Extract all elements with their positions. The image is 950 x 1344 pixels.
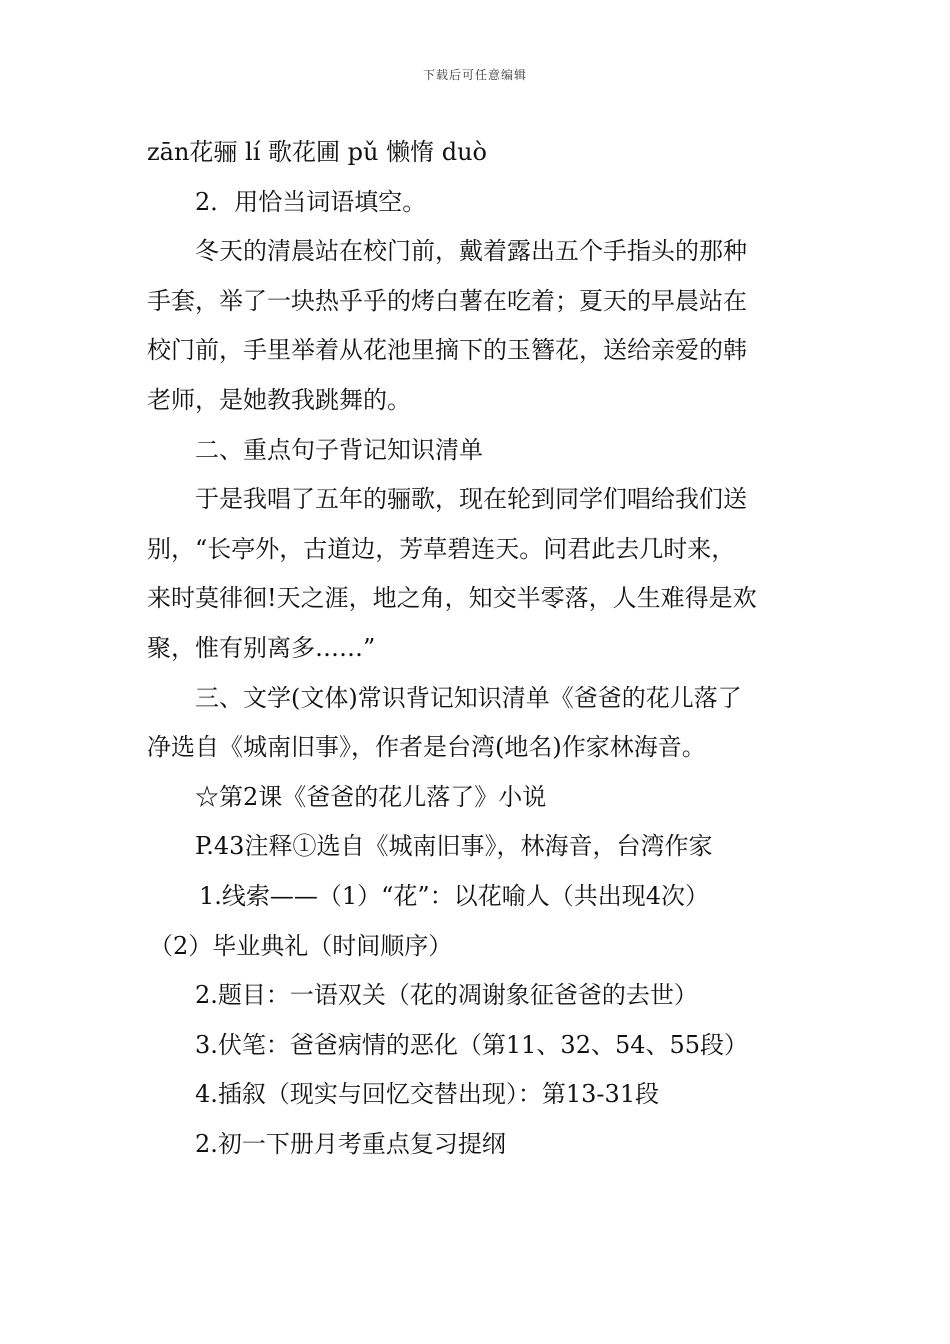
section-heading: 三、文学(文体)常识背记知识清单《爸爸的花儿落了 (195, 683, 742, 712)
list-item: 2.题目：一语双关（花的凋谢象征爸爸的去世） (195, 981, 698, 1010)
lesson-title: ☆第2课《爸爸的花儿落了》小说 (195, 782, 547, 811)
list-item: 2.初一下册月考重点复习提纲 (195, 1129, 506, 1158)
paragraph-line: 聚，惟有别离多……” (147, 633, 376, 662)
section-heading: 二、重点句子背记知识清单 (195, 435, 483, 464)
exercise-heading: 2．用恰当词语填空。 (195, 187, 427, 216)
paragraph-line: 净选自《城南旧事》，作者是台湾(地名)作家林海音。 (147, 733, 706, 762)
paragraph-line: 于是我唱了五年的骊歌，现在轮到同学们唱给我们送 (195, 485, 747, 514)
paragraph-line: 冬天的清晨站在校门前，戴着露出五个手指头的那种 (195, 237, 747, 266)
paragraph-line: 校门前，手里举着从花池里摘下的玉簪花，送给亲爱的韩 (147, 336, 747, 365)
paragraph-line: 来时莫徘徊!天之涯，地之角，知交半零落，人生难得是欢 (147, 584, 757, 613)
pinyin-line: zān花骊 lí 歌花圃 pǔ 懒惰 duò (147, 138, 487, 166)
note-line: P.43注释①选自《城南旧事》，林海音，台湾作家 (195, 832, 713, 861)
list-item: 3.伏笔：爸爸病情的恶化（第11、32、54、55段） (195, 1030, 749, 1059)
list-item: （2）毕业典礼（时间顺序） (149, 931, 453, 960)
paragraph-line: 手套，举了一块热乎乎的烤白薯在吃着；夏天的早晨站在 (147, 286, 747, 315)
paragraph-line: 老师，是她教我跳舞的。 (147, 385, 411, 414)
list-item: 1.线索——（1）“花”：以花喻人（共出现4次） (199, 881, 709, 910)
document-body (147, 128, 809, 1169)
list-item: 4.插叙（现实与回忆交替出现）：第13-31段 (195, 1080, 660, 1109)
paragraph-line: 别，“长亭外，古道边，芳草碧连天。问君此去几时来， (147, 534, 736, 563)
page-header-note: 下载后可任意编辑 (422, 68, 527, 82)
